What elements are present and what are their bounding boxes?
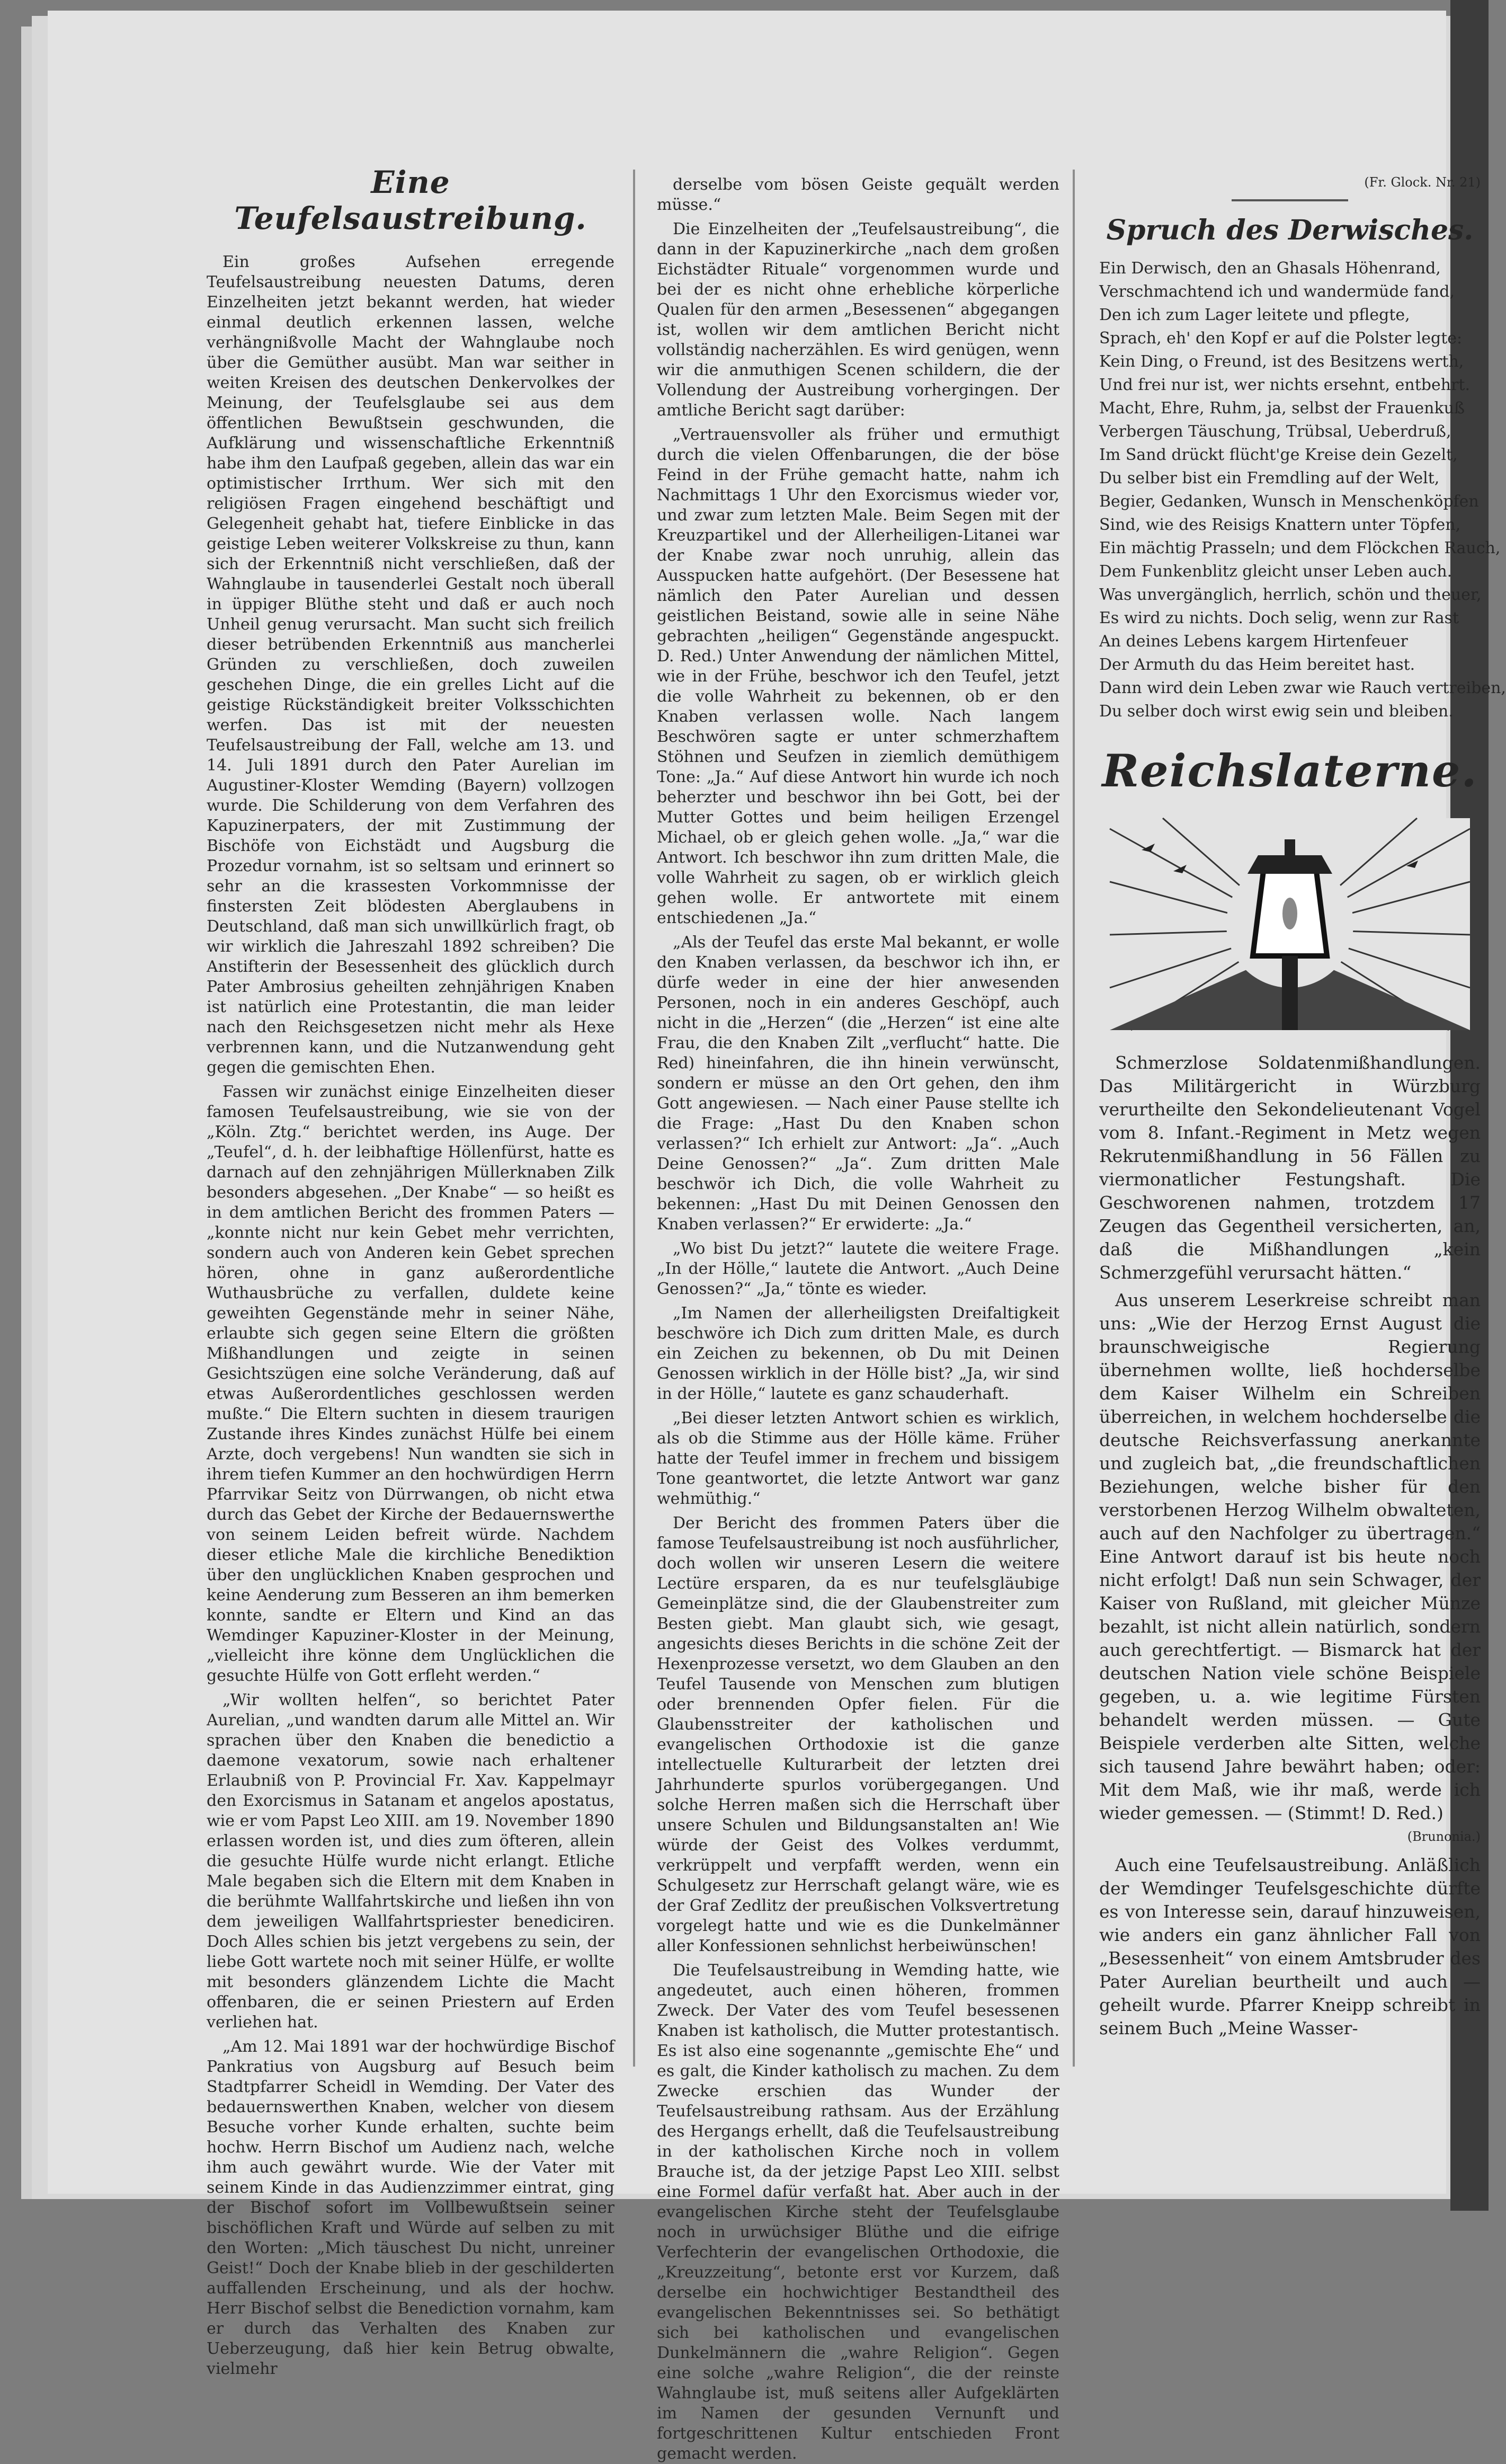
poem-line: Was unvergänglich, herrlich, schön und theuer, (1099, 586, 1482, 604)
column-2 (657, 175, 1059, 2463)
article-paragraph: Die Einzelheiten der „Teufelsaustreibung“, die dann in der Kapuzinerkirche „nach dem großen Eichstädter Rituale“ vorgenommen wurde und bei der es nicht ohne erhebliche körperliche Qualen für den armen „Besessenen“ abgegangen ist, wollen wir dem amtlichen Bericht nicht vollständig nacherzählen. Es wird genügen, wenn wir die anmuthigen Scenen schildern, die der Vollendung der Austreibung vorhergingen. Der amtliche Bericht sagt darüber: (657, 220, 1059, 420)
divider (1232, 199, 1348, 201)
article-source: (Fr. Glock. Nr. 21) (1364, 175, 1481, 190)
article-paragraph: derselbe vom bösen Geiste gequält werden müsse.“ (657, 175, 1059, 214)
poem-title: Spruch des Derwisches. (1106, 214, 1474, 246)
news-item: Aus unserem Leserkreise schreibt man uns: „Wie der Herzog Ernst August die braunschweigische Regierung übernehmen wollte, ließ hochderselbe dem Kaiser Wilhelm ein Schreiben überreichen, in welchem hochderselbe die deutsche Reichsverfassung anerkannte und zugleich bat, „die freundschaftlichen Beziehungen, welche bisher für den verstorbenen Herzog Wilhelm obwalteten, auch auf den Nachfolger zu übertragen.“ Eine Antwort darauf ist bis heute noch nicht erfolgt! Daß nun sein Schwager, der Kaiser von Rußland, mit gleicher Münze bezahlt, ist nicht allein natürlich, sondern auch gerechtfertigt. — Bismarck hat der deutschen Nation viele schöne Beispiele gegeben, u. a. wie legitime Fürsten behandelt werden müssen. — Gute Beispiele verderben alte Sitten, welche sich tausend Jahre bewährt haben; oder: Mit dem Maß, wie ihr maß, werde ich wieder gemessen. — (Stimmt! D. Red.) (1099, 1290, 1481, 1823)
news-source: (Brunonia.) (1407, 1829, 1481, 1844)
article-title: Eine Teufelsaustreibung. (234, 164, 587, 236)
poem-line: Sind, wie des Reisigs Knattern unter Töpfen, (1099, 516, 1461, 534)
poem-line: Der Armuth du das Heim bereitet hast. (1099, 655, 1415, 674)
poem-line: Ein mächtig Prasseln; und dem Flöckchen Rauch, (1099, 539, 1501, 557)
article-paragraph: „Bei dieser letzten Antwort schien es wirklich, als ob die Stimme aus der Hölle käme. Früher hatte der Teufel immer in frechem und bissigem Tone geantwortet, die letzte Antwort war ganz wehmüthig.“ (657, 1409, 1059, 1508)
poem-line: Im Sand drückt flücht'ge Kreise dein Gezelt, (1099, 446, 1458, 464)
section-title: Reichslaterne. (1102, 744, 1478, 797)
article-paragraph: „Als der Teufel das erste Mal bekannt, er wolle den Knaben verlassen, da beschwor ich ihn, er dürfe weder in eine der hier anwesenden Personen, noch in ein anderes Geschöpf, auch nicht in die „Herzen“ (die „Herzen“ ist eine alte Frau, die den Knaben Zilt „verflucht“ hatte. Die Red) hineinfahren, die ihn hinein verwünscht, sondern er müsse an den Ort gehen, den ihm Gott angewiesen. — Nach einer Pause stellte ich die Frage: „Hast Du den Knaben schon verlassen?“ Ich erhielt zur Antwort: „Ja“. „Auch Deine Genossen?“ „Ja“. Zum dritten Male beschwör ich Dich, die volle Wahrheit zu bekennen: „Hast Du mit Deinen Genossen den Knaben verlassen?“ Er erwiderte: „Ja.“ (657, 933, 1059, 1234)
poem-line: Verbergen Täuschung, Trübsal, Ueberdruß, (1099, 422, 1451, 441)
poem-line: Es wird zu nichts. Doch selig, wenn zur Rast (1099, 609, 1459, 627)
poem-line: An deines Lebens kargem Hirtenfeuer (1099, 632, 1408, 651)
column-rule (1073, 170, 1075, 2067)
lantern-illustration (1110, 818, 1470, 1030)
column-1 (207, 164, 614, 2378)
poem-line: Du selber bist ein Fremdling auf der Welt, (1099, 469, 1440, 488)
poem-line: Dann wird dein Leben zwar wie Rauch vertreiben, (1099, 679, 1506, 697)
article-paragraph: „Wir wollten helfen“, so berichtet Pater Aurelian, „und wandten darum alle Mittel an. Wir sprachen über den Knaben die benedictio a daemone vexatorum, sowie nach erhaltener Erlaubniß von P. Provincial Fr. Xav. Kappelmayr den Exorcismus in Satanam et angelos apostatus, wie er vom Papst Leo XIII. am 19. November 1890 erlassen worden ist, und dies zum öfteren, allein die gesuchte Hülfe wurde nicht erlangt. Etliche Male begaben sich die Eltern mit dem Knaben in die berühmte Wallfahrtskirche und ließen ihn von dem jeweiligen Wallfahrtspriester benediciren. Doch Alles schien bis jetzt vergebens zu sein, der liebe Gott wartete noch mit seiner Hülfe, er wollte mit besonders glänzendem Lichte die Macht offenbaren, die er seinen Priestern auf Erden verliehen hat. (207, 1691, 614, 2032)
column-3 (1099, 175, 1506, 2093)
poem-body (1099, 257, 1506, 723)
poem-line: Begier, Gedanken, Wunsch in Menschenköpfen (1099, 492, 1479, 511)
article-paragraph: Fassen wir zunächst einige Einzelheiten dieser famosen Teufelsaustreibung, wie sie von der „Köln. Ztg.“ berichtet werden, ins Auge. Der „Teufel“, d. h. der leibhaftige Höllenfürst, hatte es darnach auf den zehnjährigen Müllerknaben Zilk besonders abgesehen. „Der Knabe“ — so heißt es in dem amtlichen Bericht des frommen Paters — „konnte nicht nur kein Gebet mehr verrichten, sondern auch von Anderen kein Gebet sprechen hören, ohne in ganz außerordentliche Wuthausbrüche zu verfallen, duldete keine geweihten Gegenstände mehr in seiner Nähe, erlaubte sich gegen seine Eltern die größten Mißhandlungen und zeigte in seinen Gesichtszügen eine solche Veränderung, daß auf etwas Außerordentliches geschlossen werden mußte.“ Die Eltern suchten in diesem traurigen Zustande ihres Kindes zunächst Hülfe bei einem Arzte, doch vergebens! Nun wandten sie sich in ihrem tiefen Kummer an den hochwürdigen Herrn Pfarrvikar Seitz von Dürrwangen, ob nicht etwa durch das Gebet der Kirche der Bedauernswerthe von seinem Leiden befreit würde. Nachdem dieser etliche Male die kirchliche Benediktion über den unglücklichen Knaben gesprochen und keine Aenderung zum Besseren an ihm bemerken konnte, sandte er Eltern und Kind an das Wemdinger Kapuziner-Kloster in der Meinung, „vielleicht ihre könne dem Unglücklichen die gesuchte Hülfe von Gott erfleht werden.“ (207, 1083, 614, 1685)
article-paragraph: „Wo bist Du jetzt?“ lautete die weitere Frage. „In der Hölle,“ lautete die Antwort. „Auch Deine Genossen?“ „Ja,“ tönte es wieder. (657, 1239, 1059, 1298)
poem-line: Macht, Ehre, Ruhm, ja, selbst der Frauenkuß (1099, 399, 1465, 418)
poem-line: Ein Derwisch, den an Ghasals Höhenrand, (1099, 259, 1441, 278)
poem-line: Sprach, eh' den Kopf er auf die Polster legte: (1099, 329, 1463, 348)
article-paragraph: Ein großes Aufsehen erregende Teufelsaustreibung neuesten Datums, deren Einzelheiten jetzt bekannt werden, hat wieder einmal deutlich erkennen lassen, welche verhängnißvolle Macht der Wahnglaube noch über die Gemüther ausübt. Man war seither in weiten Kreisen des deutschen Denkervolkes der Meinung, der Teufelsglaube sei aus dem öffentlichen Bewußtsein geschwunden, die Aufklärung und wissenschaftliche Erkenntniß habe ihm den Laufpaß gegeben, allein das war ein optimistischer Irrthum. Wer sich mit den religiösen Fragen eingehend beschäftigt und Gelegenheit gehabt hat, tiefere Einblicke in das geistige Leben weiterer Volkskreise zu thun, kann sich der Erkenntniß nicht verschließen, daß der Wahnglaube in tausenderlei Gestalt noch überall in üppiger Blüthe steht und daß er auch noch Unheil genug verursacht. Man sucht sich freilich dieser betrübenden Erkenntniß aus mancherlei Gründen zu verschließen, doch zuweilen geschehen Dinge, die ein grelles Licht auf die geistige Rückständigkeit breiter Volksschichten werfen. Das ist mit der neuesten Teufelsaustreibung der Fall, welche am 13. und 14. Juli 1891 durch den Pater Aurelian im Augustiner-Kloster Wemding (Bayern) vollzogen wurde. Die Schilderung von dem Verfahren des Kapuzinerpaters, der mit Zustimmung der Bischöfe von Eichstädt und Augsburg die Prozedur vornahm, ist so seltsam und erinnert so sehr an die krassesten Vorkommnisse der finstersten Zeit blödesten Aberglaubens in Deutschland, daß man sich unwillkürlich fragt, ob wir wirklich die Jahreszahl 1892 schreiben? Die Anstifterin der Besessenheit des glücklich durch Pater Ambrosius geheilten zehnjährigen Knaben ist natürlich eine Protestantin, die man leider nach den Reichsgesetzen nicht mehr als Hexe verbrennen kann, und die Nutzanwendung geht gegen die gemischten Ehen. (207, 253, 614, 1077)
news-item: Auch eine Teufelsaustreibung. Anläßlich der Wemdinger Teufelsgeschichte dürfte es von Interesse sein, darauf hinzuweisen, wie anders ein ganz ähnlicher Fall von „Besessenheit“ von einem Amtsbruder des Pater Aurelian beurtheilt und auch — geheilt wurde. Pfarrer Kneipp schreibt in seinem Buch „Meine Wasser- (1099, 1855, 1481, 2038)
poem-line: Dem Funkenblitz gleicht unser Leben auch. (1099, 562, 1452, 581)
article-paragraph: Die Teufelsaustreibung in Wemding hatte, wie angedeutet, auch einen höheren, frommen Zweck. Der Vater des vom Teufel besessenen Knaben ist katholisch, die Mutter protestantisch. Es ist also eine sogenannte „gemischte Ehe“ und es galt, die Kinder katholisch zu machen. Zu dem Zwecke erschien das Wunder der Teufelsaustreibung rathsam. Aus der Erzählung des Hergangs erhellt, daß die Teufelsaustreibung in der katholischen Kirche noch in vollem Brauche ist, da der jetzige Papst Leo XIII. selbst eine Formel dafür verfaßt hat. Aber auch in der evangelischen Kirche steht der Teufelsglaube noch in urwüchsiger Blüthe und die eifrige Verfechterin der evangelischen Orthodoxie, die „Kreuzzeitung“, betonte erst vor Kurzem, daß derselbe ein hochwichtiger Bestandtheil des evangelischen Bekenntnisses sei. So bethätigt sich bei katholischen und evangelischen Dunkelmännern die „wahre Religion“. Gegen eine solche „wahre Religion“, die der reinste Wahnglaube ist, muß seitens aller Aufgeklärten im Namen der gesunden Vernunft und fortgeschrittenen Kultur entschieden Front gemacht werden. (657, 1961, 1059, 2463)
poem-line: Den ich zum Lager leitete und pflegte, (1099, 306, 1410, 324)
poem-line: Du selber doch wirst ewig sein und bleiben. (1099, 702, 1454, 721)
article-paragraph: „Im Namen der allerheiligsten Dreifaltigkeit beschwöre ich Dich zum dritten Male, es durch ein Zeichen zu bekennen, ob Du mit Deinen Genossen wirklich in der Hölle bist? „Ja, wir sind in der Hölle,“ lautete es ganz schauderhaft. (657, 1304, 1059, 1403)
news-item: Schmerzlose Soldatenmißhandlungen. Das Militärgericht in Würzburg verurtheilte den Sekondelieutenant Vogel vom 8. Infant.-Regiment in Metz wegen Rekrutenmißhandlung in 56 Fällen zu viermonatlicher Festungshaft. Die Geschworenen nahmen, trotzdem 17 Zeugen das Gegentheil versicherten, an, daß die Mißhandlungen „kein Schmerzgefühl verursacht hätten.“ (1099, 1052, 1481, 1283)
poem-line: Kein Ding, o Freund, ist des Besitzens werth, (1099, 352, 1464, 371)
article-paragraph: „Vertrauensvoller als früher und ermuthigt durch die vielen Offenbarungen, die der böse Feind in der Frühe gemacht hatte, nahm ich Nachmittags 1 Uhr den Exorcismus wieder vor, und zwar zum letzten Male. Beim Segen mit der Kreuzpartikel und der Allerheiligen-Litanei war der Knabe zwar noch unruhig, allein das Ausspucken hatte aufgehört. (Der Besessene hat nämlich den Pater Aurelian und dessen geistlichen Beistand, sowie alle in seine Nähe gebrachten „heiligen“ Gegenstände angespuckt. D. Red.) Unter Anwendung der nämlichen Mittel, wie in der Frühe, beschwor ich den Teufel, jetzt die volle Wahrheit zu bekennen, ob er den Knaben verlassen wolle. Nach langem Beschwören sagte er unter schmerzhaftem Stöhnen und Seufzen in ziemlich demüthigem Tone: „Ja.“ Auf diese Antwort hin wurde ich noch beherzter und beschwor ihn bei Gott, bei der Mutter Gottes und beim heiligen Erzengel Michael, ob er gleich gehen wolle. „Ja,“ war die Antwort. Ich beschwor ihn zum dritten Male, die volle Wahrheit zu sagen, ob er wirklich gleich gehen wolle. Er antwortete mit einem entschiedenen „Ja.“ (657, 426, 1059, 927)
poem-line: Verschmachtend ich und wandermüde fand, (1099, 282, 1455, 301)
newspaper-page (48, 11, 1506, 2463)
poem-line: Und frei nur ist, wer nichts ersehnt, entbehrt. (1099, 376, 1471, 394)
article-paragraph: „Am 12. Mai 1891 war der hochwürdige Bischof Pankratius von Augsburg auf Besuch beim Stadtpfarrer Scheidl in Wemding. Der Vater des bedauernswerthen Knaben, welcher von diesem Besuche vorher Kunde erhalten, suchte beim hochw. Herrn Bischof um Audienz nach, welche ihm auch gewährt wurde. Wie der Vater mit seinem Kinde in das Audienzzimmer eintrat, ging der Bischof sofort im Vollbewußtsein seiner bischöflichen Kraft und Würde auf selben zu mit den Worten: „Mich täuschest Du nicht, unreiner Geist!“ Doch der Knabe blieb in der geschilderten auffallenden Erscheinung, und als der hochw. Herr Bischof selbst die Benediction vornahm, kam er durch das Verhalten des Knaben zur Ueberzeugung, daß hier kein Betrug obwalte, vielmehr (207, 2037, 614, 2378)
article-paragraph: Der Bericht des frommen Paters über die famose Teufelsaustreibung ist noch ausführlicher, doch wollen wir unseren Lesern die weitere Lectüre ersparen, da es nur teufelsgläubige Gemeinplätze sind, die der Glaubenstreiter zum Besten giebt. Man glaubt sich, wie gesagt, angesichts dieses Berichts in die schöne Zeit der Hexenprozesse versetzt, wo dem Glauben an den Teufel Tausende von Menschen zum blutigen oder brennenden Opfer fielen. Für die Glaubensstreiter der katholischen und evangelischen Orthodoxie ist die ganze intellectuelle Kulturarbeit der letzten drei Jahrhunderte spurlos vorübergegangen. Und solche Herren maßen sich die Herrschaft über unsere Schulen und Bildungsanstalten an! Wie würde der Geist des Volkes verdummt, verkrüppelt und verpfafft werden, wenn ein Schulgesetz zur Herrschaft gelangt wäre, wie es der Graf Zedlitz der preußischen Volksvertretung vorgelegt hatte und wie es die Dunkelmänner aller Konfessionen sehnlichst herbeiwünschen! (657, 1514, 1059, 1955)
column-rule (633, 170, 635, 2067)
